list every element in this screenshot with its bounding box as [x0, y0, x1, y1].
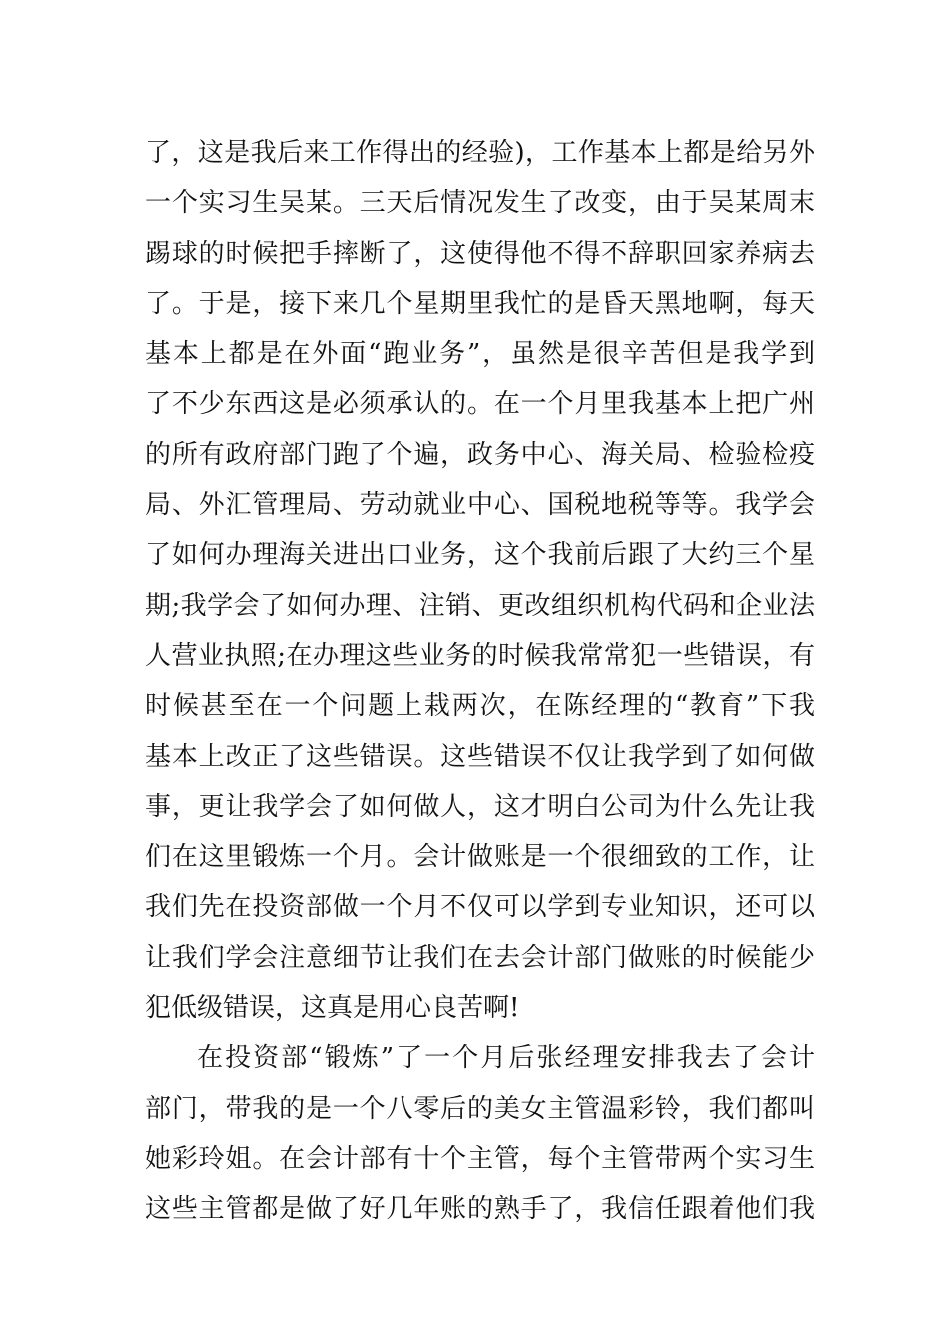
text-line: 们在这里锻炼一个月。会计做账是一个很细致的工作，让 — [145, 842, 815, 873]
text-line: 我们先在投资部做一个月不仅可以学到专业知识，还可以 — [145, 892, 815, 923]
text-line: 踢球的时候把手摔断了，这使得他不得不辞职回家养病去 — [145, 238, 815, 269]
body-text — [145, 128, 815, 1235]
text-line: 了，这是我后来工作得出的经验)，工作基本上都是给另外 — [145, 138, 815, 168]
text-line: 一个实习生吴某。三天后情况发生了改变，由于吴某周末 — [145, 188, 815, 219]
text-line: 部门，带我的是一个八零后的美女主管温彩铃，我们都叫 — [145, 1093, 815, 1124]
text-line: 人营业执照;在办理这些业务的时候我常常犯一些错误，有 — [145, 640, 815, 671]
text-line: 时候甚至在一个问题上栽两次，在陈经理的“教育”下我 — [145, 691, 815, 722]
text-line: 基本上改正了这些错误。这些错误不仅让我学到了如何做 — [145, 741, 815, 772]
text-line: 了不少东西这是必须承认的。在一个月里我基本上把广州 — [145, 389, 815, 420]
text-line: 期;我学会了如何办理、注销、更改组织机构代码和企业法 — [145, 590, 815, 621]
text-line: 的所有政府部门跑了个遍，政务中心、海关局、检验检疫 — [145, 439, 815, 470]
text-line: 事，更让我学会了如何做人，这才明白公司为什么先让我 — [145, 791, 815, 822]
text-line: 了如何办理海关进出口业务，这个我前后跟了大约三个星 — [145, 540, 815, 571]
text-line: 这些主管都是做了好几年账的熟手了，我信任跟着他们我 — [145, 1194, 815, 1225]
text-line: 让我们学会注意细节让我们在去会计部门做账的时候能少 — [145, 942, 815, 973]
text-line: 局、外汇管理局、劳动就业中心、国税地税等等。我学会 — [145, 490, 815, 521]
text-line: 在投资部“锻炼”了一个月后张经理安排我去了会计 — [197, 1043, 815, 1074]
text-line: 了。于是，接下来几个星期里我忙的是昏天黑地啊，每天 — [145, 288, 815, 319]
text-line: 她彩玲姐。在会计部有十个主管，每个主管带两个实习生 — [145, 1143, 815, 1174]
text-line: 犯低级错误，这真是用心良苦啊! — [145, 993, 520, 1024]
text-line: 基本上都是在外面“跑业务”，虽然是很辛苦但是我学到 — [145, 339, 815, 370]
